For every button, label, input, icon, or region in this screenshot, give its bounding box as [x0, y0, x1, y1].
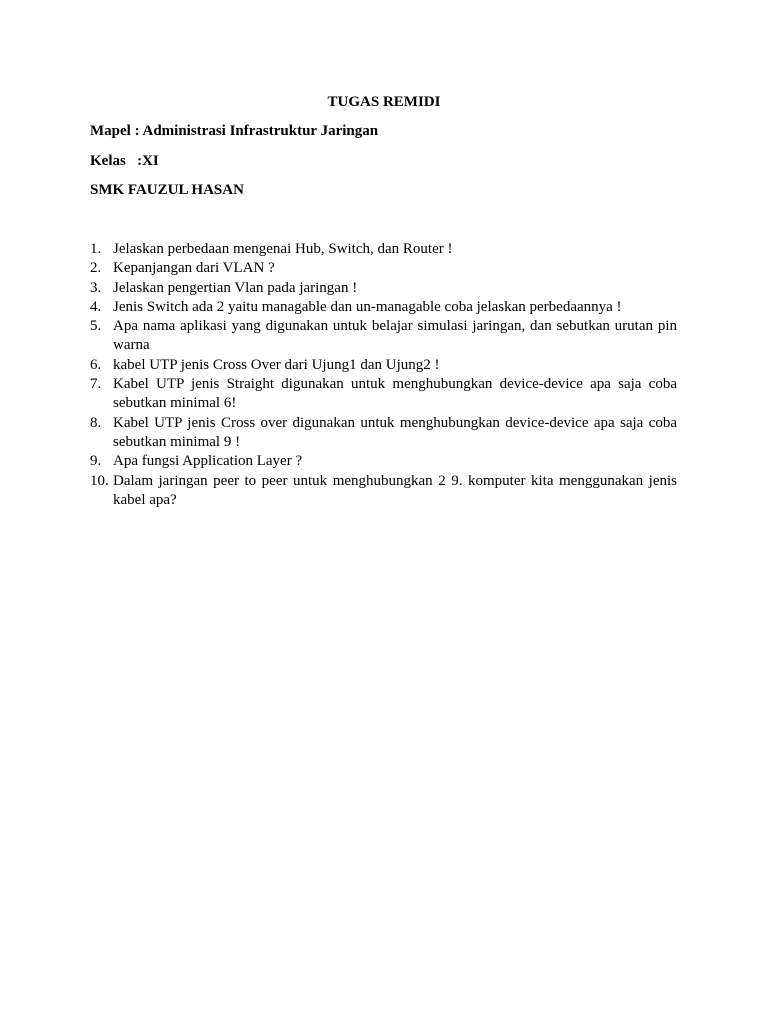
- question-number: 6.: [90, 356, 102, 373]
- question-number: 7.: [90, 376, 102, 393]
- question-text: Jelaskan pengertian Vlan pada jaringan !: [113, 279, 358, 296]
- question-text: Dalam jaringan peer to peer untuk menghubungkan 2 9. komputer kita menggunakan jenis kabel apa?: [113, 472, 677, 508]
- question-number: 3.: [90, 279, 102, 296]
- question-text: Kabel UTP jenis Straight digunakan untuk menghubungkan device-device apa saja coba sebutkan minimal 6!: [113, 376, 677, 412]
- question-text: Apa fungsi Application Layer ?: [113, 453, 303, 470]
- question-item: [90, 414, 677, 453]
- question-number: 2.: [90, 260, 102, 277]
- question-item: [90, 452, 677, 471]
- question-number: 8.: [90, 414, 102, 431]
- question-item: [90, 317, 677, 356]
- question-list: [90, 240, 677, 510]
- question-item: [90, 298, 677, 317]
- question-item: [90, 279, 677, 298]
- question-text: Kabel UTP jenis Cross over digunakan untuk menghubungkan device-device apa saja coba sebutkan minimal 9 !: [113, 414, 677, 450]
- question-number: 4.: [90, 298, 102, 315]
- question-text: Jelaskan perbedaan mengenai Hub, Switch, dan Router !: [113, 241, 453, 257]
- question-item: [90, 240, 677, 259]
- school-name: SMK FAUZUL HASAN: [90, 182, 244, 198]
- question-text: Jenis Switch ada 2 yaitu managable dan un-managable coba jelaskan perbedaannya !: [113, 298, 622, 315]
- subject-line: Mapel : Administrasi Infrastruktur Jaringan: [90, 123, 379, 139]
- question-number: 10.: [90, 472, 109, 489]
- class-line: Kelas :XI: [90, 153, 159, 169]
- question-text: Kepanjangan dari VLAN ?: [113, 260, 275, 277]
- document-title: TUGAS REMIDI: [327, 94, 441, 110]
- question-item: [90, 356, 677, 375]
- question-text: kabel UTP jenis Cross Over dari Ujung1 dan Ujung2 !: [113, 356, 440, 373]
- question-number: 1.: [90, 241, 102, 257]
- question-item: [90, 259, 677, 278]
- question-number: 9.: [90, 453, 102, 470]
- question-text: Apa nama aplikasi yang digunakan untuk belajar simulasi jaringan, dan sebutkan urutan pin warna: [113, 318, 677, 354]
- question-number: 5.: [90, 318, 102, 335]
- question-item: [90, 472, 677, 511]
- question-item: [90, 375, 677, 414]
